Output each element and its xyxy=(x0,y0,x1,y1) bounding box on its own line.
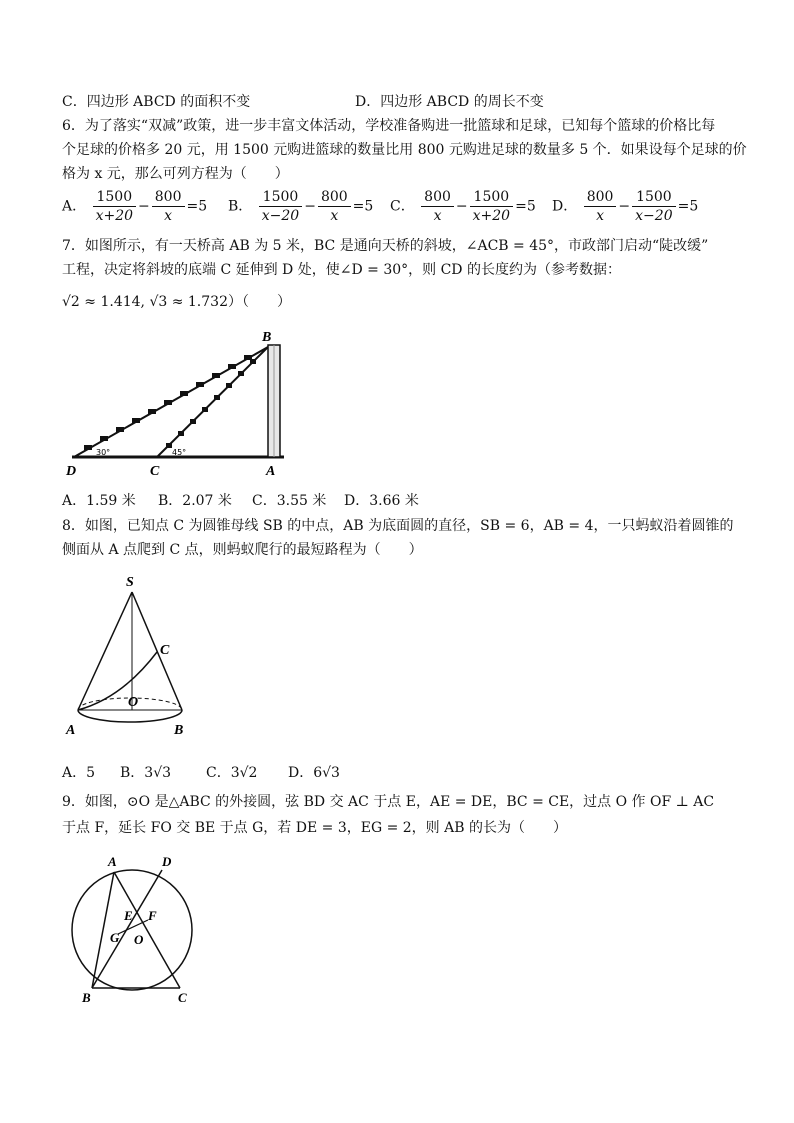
q7-option: C．3.55 米 xyxy=(252,493,327,509)
q6-text-line2: 个足球的价格多 20 元，用 1500 元购进篮球的数量比用 800 元购进足球的数量多 5 个．如果设每个足球的价 xyxy=(62,142,747,158)
q7-option: D．3.66 米 xyxy=(344,493,419,509)
q7-option: B．2.07 米 xyxy=(158,493,232,509)
q8-option: B．3√3 xyxy=(120,765,172,781)
q7-text-line2: 工程，决定将斜坡的底端 C 延伸到 D 处，使∠D = 30°，则 CD 的长度约为（参考数据： xyxy=(62,262,621,278)
q8-label-a: A xyxy=(66,723,76,738)
q9-text-line1: 9．如图，⊙O 是△ABC 的外接圆，弦 BD 交 AC 于点 E，AE = DE，BC = CE，过点 O 作 OF ⊥ AC xyxy=(62,794,715,810)
q8-text-line1: 8．如图，已知点 C 为圆锥母线 SB 的中点，AB 为底面圆的直径，SB = 6，AB = 4，一只蚂蚁沿着圆锥的 xyxy=(62,518,734,534)
q7-text-line1: 7．如图所示，有一天桥高 AB 为 5 米，BC 是通向天桥的斜坡，∠ACB = 45°，市政部门启动“陡改缓” xyxy=(62,238,709,254)
q8-label-c: C xyxy=(160,643,170,658)
q6-option: B． $\frac{1500}{x-20}$ − $\frac{800}{x}$ =5 xyxy=(228,189,374,224)
q9-label-d: D xyxy=(162,854,172,869)
q8-label-s: S xyxy=(126,575,134,590)
q7-text-line3: √2 ≈ 1.414, √3 ≈ 1.732）（ ） xyxy=(62,294,291,310)
q5-option-c: C．四边形 ABCD 的面积不变 xyxy=(62,94,251,110)
q6-text-line1: 6．为了落实“双减”政策，进一步丰富文体活动，学校准备购进一批篮球和足球，已知每个篮球的价格比每 xyxy=(62,118,716,134)
q9-label-e: E xyxy=(124,908,133,923)
q8-option: A．5 xyxy=(62,765,96,781)
q8-label-o: O xyxy=(128,695,139,710)
q8-figure-cone xyxy=(62,570,202,740)
q7-option: A．1.59 米 xyxy=(62,493,136,509)
q9-label-o: O xyxy=(134,932,144,947)
q9-text-line2: 于点 F，延长 FO 交 BE 于点 G，若 DE = 3，EG = 2，则 AB 的长为（ ） xyxy=(62,820,567,836)
q8-label-b: B xyxy=(174,723,184,738)
q9-label-c: C xyxy=(178,990,187,1005)
q9-figure-circle xyxy=(62,848,202,1008)
q7-angle-45: 45° xyxy=(172,448,187,457)
q8-option: D．6√3 xyxy=(288,765,340,781)
q6-text-line3: 格为 x 元，那么可列方程为（ ） xyxy=(62,166,289,182)
q7-label-a: A xyxy=(266,464,276,479)
q8-text-line2: 侧面从 A 点爬到 C 点，则蚂蚁爬行的最短路程为（ ） xyxy=(62,542,423,558)
q9-label-f: F xyxy=(148,908,157,923)
q8-option: C．3√2 xyxy=(206,765,258,781)
q9-label-a: A xyxy=(108,854,117,869)
q6-option: D． $\frac{800}{x}$ − $\frac{1500}{x-20}$ =5 xyxy=(552,189,699,224)
q6-option: C． $\frac{800}{x}$ − $\frac{1500}{x+20}$ =5 xyxy=(390,189,536,224)
q9-label-b: B xyxy=(82,990,91,1005)
q7-label-c: C xyxy=(150,464,160,479)
q7-angle-30: 30° xyxy=(96,448,111,457)
q7-label-d: D xyxy=(66,464,77,479)
q9-label-g: G xyxy=(110,930,120,945)
q7-label-b: B xyxy=(262,330,272,345)
q5-option-d: D．四边形 ABCD 的周长不变 xyxy=(355,94,544,110)
q7-figure-bridge xyxy=(62,325,292,480)
q6-option: A． $\frac{1500}{x+20}$ − $\frac{800}{x}$ =5 xyxy=(62,189,208,224)
